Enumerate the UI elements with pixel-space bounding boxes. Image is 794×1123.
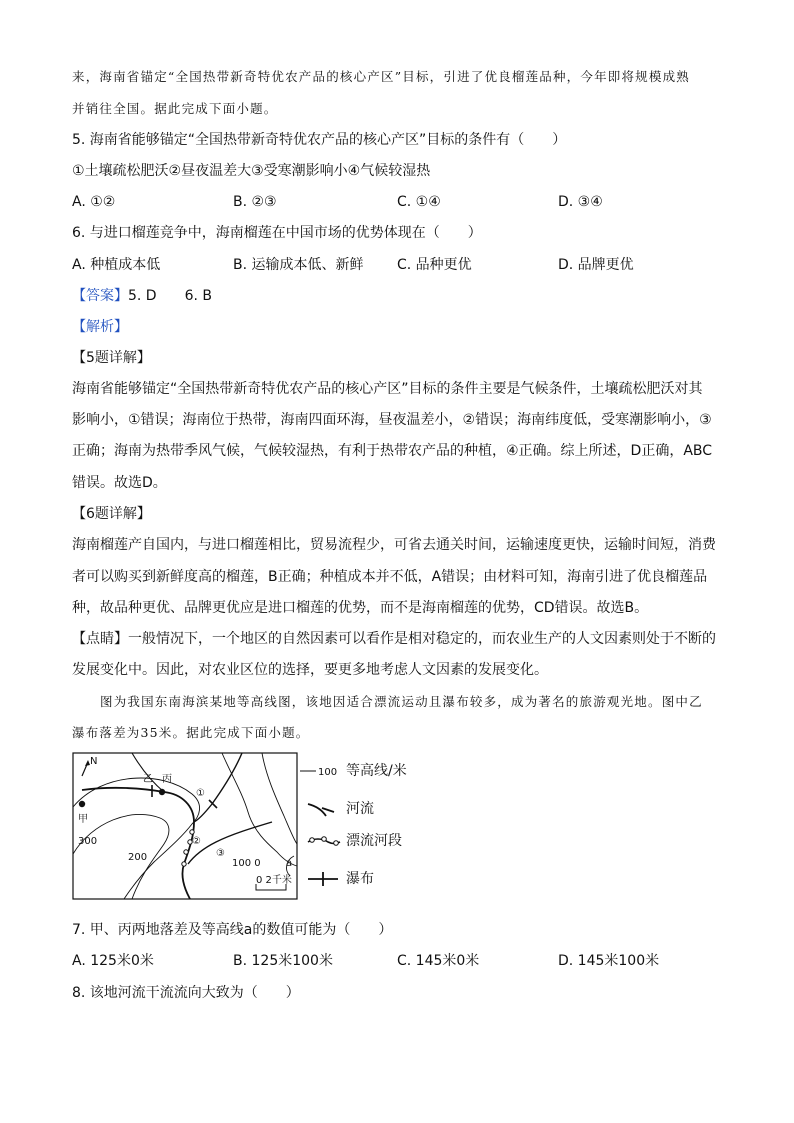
legend-contour-icon xyxy=(298,760,346,782)
legend-waterfall-icon xyxy=(298,868,346,890)
legend-waterfall-text: 瀑布 xyxy=(346,871,374,887)
q7-option-c: C. 145米0米 xyxy=(397,953,480,969)
q5-option-b: B. ②③ xyxy=(233,194,277,210)
intro-line-1: 来，海南省锚定“全国热带新奇特优农产品的核心产区”目标，引进了优良榴莲品种，今年即将规模成熟 xyxy=(72,69,690,84)
q5-stem: 5. 海南省能够锚定“全国热带新奇特优农产品的核心产区”目标的条件有（ ） xyxy=(72,132,567,148)
label-point-1: ① xyxy=(196,788,205,799)
q5-detail-line: 海南省能够锚定“全国热带新奇特优农产品的核心产区”目标的条件主要是气候条件，土壤疏松肥沃对其 xyxy=(72,381,703,397)
q5-option-d: D. ③④ xyxy=(558,194,603,210)
legend-rafting-text: 漂流河段 xyxy=(346,833,402,849)
q6-stem: 6. 与进口榴莲竞争中，海南榴莲在中国市场的优势体现在（ ） xyxy=(72,225,482,241)
analysis-label: 【解析】 xyxy=(72,319,128,335)
q6-detail-title: 【6题详解】 xyxy=(72,506,151,522)
q7-stem: 7. 甲、丙两地落差及等高线a的数值可能为（ ） xyxy=(72,922,393,938)
label-300: 300 xyxy=(78,836,98,847)
q6-detail-line: 海南榴莲产自国内，与进口榴莲相比，贸易流程少，可省去通关时间，运输速度更快，运输时间短，消费 xyxy=(72,537,716,553)
answer-label: 【答案】 xyxy=(72,288,128,304)
q8-stem: 8. 该地河流干流流向大致为（ ） xyxy=(72,985,300,1001)
q5-items: ①土壤疏松肥沃②昼夜温差大③受寒潮影响小④气候较湿热 xyxy=(72,163,431,179)
q6-option-c: C. 品种更优 xyxy=(397,257,472,273)
point-bing xyxy=(159,789,165,795)
q6-option-a: A. 种植成本低 xyxy=(72,257,161,273)
tip-label: 【点睛】 xyxy=(72,631,128,647)
q6-option-b: B. 运输成本低、新鲜 xyxy=(233,257,364,273)
q5-detail-line: 正确；海南为热带季风气候，气候较湿热，有利于热带农产品的种植，④正确。综上所述，D正确，ABC xyxy=(72,443,713,459)
label-point-2: ② xyxy=(192,836,201,847)
q5-detail-title: 【5题详解】 xyxy=(72,350,151,366)
label-yi: 乙 xyxy=(143,774,153,785)
q5-option-c: C. ①④ xyxy=(397,194,441,210)
q6-option-d: D. 品牌更优 xyxy=(558,257,634,273)
tip-text: 一般情况下，一个地区的自然因素可以看作是相对稳定的，而农业生产的人文因素则处于不断的 xyxy=(128,631,716,647)
q7-option-a: A. 125米0米 xyxy=(72,953,154,969)
contour-map xyxy=(72,752,298,900)
label-100-0: 100 0 xyxy=(232,858,261,869)
q5-option-a: A. ①② xyxy=(72,194,116,210)
point-jia xyxy=(79,801,85,807)
q6-detail-line: 种，故品种更优、品牌更优应是进口榴莲的优势，而不是海南榴莲的优势，CD错误。故选B。 xyxy=(72,600,649,616)
legend-contour-text: 等高线/米 xyxy=(346,763,407,779)
label-a: a xyxy=(286,858,293,869)
legend-river-text: 河流 xyxy=(346,801,374,817)
q6-detail-line: 者可以购买到新鲜度高的榴莲，B正确；种植成本并不低，A错误；由材料可知，海南引进了优良榴莲品 xyxy=(72,569,708,585)
map-intro-line-2: 瀑布落差为35米。据此完成下面小题。 xyxy=(72,725,310,740)
north-label: N xyxy=(90,756,98,767)
q5-detail-line: 影响小，①错误；海南位于热带，海南四面环海，昼夜温差小，②错误；海南纬度低，受寒潮影响小，③ xyxy=(72,412,712,428)
answer-text: 5. D 6. B xyxy=(128,288,212,304)
map-intro-line-1: 图为我国东南海滨某地等高线图，该地因适合漂流运动且瀑布较多，成为著名的旅游观光地。图中乙 xyxy=(100,694,703,709)
legend-contour-mark: 100 xyxy=(318,767,338,778)
q7-option-d: D. 145米100米 xyxy=(558,953,660,969)
label-jia: 甲 xyxy=(78,814,88,825)
legend-rafting-icon xyxy=(298,830,346,852)
q7-option-b: B. 125米100米 xyxy=(233,953,333,969)
answer-line xyxy=(72,286,212,306)
label-200: 200 xyxy=(128,852,148,863)
tip-line-2: 发展变化中。因此，对农业区位的选择，要更多地考虑人文因素的发展变化。 xyxy=(72,662,548,678)
legend-river-icon xyxy=(298,798,346,820)
label-point-3: ③ xyxy=(216,848,225,859)
q5-detail-line: 错误。故选D。 xyxy=(72,475,167,491)
scale-label: 0 2千米 xyxy=(256,875,292,886)
label-bing: 丙 xyxy=(162,774,172,785)
tip-line-1 xyxy=(72,629,716,649)
intro-line-2: 并销往全国。据此完成下面小题。 xyxy=(72,101,278,116)
